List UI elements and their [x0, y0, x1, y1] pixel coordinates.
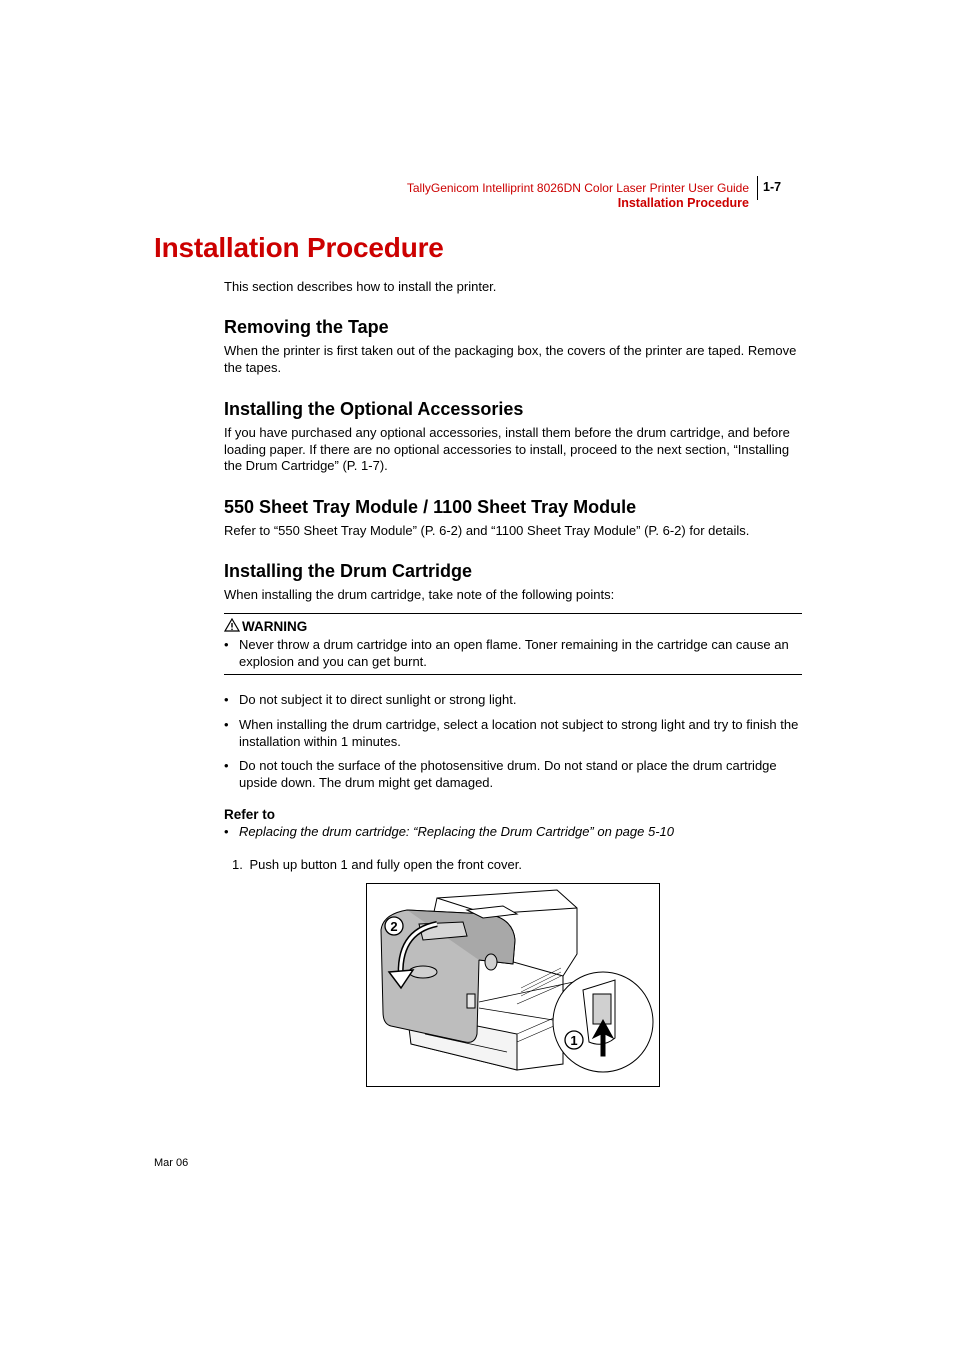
- footer-date: Mar 06: [154, 1157, 189, 1169]
- heading-drum-cartridge: Installing the Drum Cartridge: [224, 561, 473, 581]
- list-item: [224, 758, 804, 791]
- running-header-section: Installation Procedure: [617, 196, 749, 210]
- warning-label: [224, 618, 307, 635]
- printer-drawing: [367, 884, 659, 1086]
- intro-text: This section describes how to install the printer.: [224, 279, 497, 294]
- refer-to-link[interactable]: Replacing the drum cartridge: “Replacing the Drum Cartridge” on page 5-10: [239, 824, 674, 839]
- text-optional-accessories: If you have purchased any optional accessories, install them before the drum cartridge, and before loading paper. If there are no optional accessories to install, proceed to the next section, “Installing the Drum Cartridge” (P. 1-7).: [224, 425, 790, 473]
- bullet-symbol: •: [224, 637, 229, 652]
- step-1: [232, 857, 812, 874]
- callout-2: 2: [390, 919, 398, 934]
- bullet-symbol: •: [224, 692, 229, 707]
- header-divider: [757, 176, 758, 200]
- page-title: Installation Procedure: [154, 232, 444, 263]
- callout-1: 1: [570, 1033, 578, 1048]
- warning-triangle-icon: [224, 618, 240, 635]
- list-item: [224, 717, 804, 750]
- heading-removing-tape: Removing the Tape: [224, 317, 389, 337]
- printer-illustration: [366, 883, 660, 1087]
- heading-optional-accessories: Installing the Optional Accessories: [224, 399, 524, 419]
- refer-to-label: Refer to: [224, 807, 276, 822]
- text-removing-tape: When the printer is first taken out of the packaging box, the covers of the printer are taped. Remove the tapes.: [224, 343, 797, 375]
- warning-bullet-text: Never throw a drum cartridge into an open flame. Toner remaining in the cartridge can cause an explosion and you can get burnt.: [239, 637, 789, 669]
- warning-label-text: WARNING: [242, 619, 308, 634]
- warning-bottom-rule: [224, 674, 802, 675]
- list-item-text: Do not subject it to direct sunlight or strong light.: [239, 692, 517, 707]
- refer-to-item[interactable]: [224, 824, 804, 841]
- heading-tray-module: 550 Sheet Tray Module / 1100 Sheet Tray Module: [224, 497, 637, 517]
- bullet-symbol: •: [224, 824, 229, 839]
- running-header-title: TallyGenicom Intelliprint 8026DN Color Laser Printer User Guide: [406, 181, 749, 195]
- text-drum-cartridge: When installing the drum cartridge, take note of the following points:: [224, 587, 615, 602]
- step-text: Push up button 1 and fully open the front cover.: [249, 857, 522, 872]
- step-number: 1.: [232, 857, 243, 872]
- list-item-text: When installing the drum cartridge, select a location not subject to strong light and try to finish the installation within 1 minutes.: [239, 717, 799, 749]
- text-tray-module: Refer to “550 Sheet Tray Module” (P. 6-2) and “1100 Sheet Tray Module” (P. 6-2) for details.: [224, 523, 750, 538]
- page-number: 1-7: [763, 180, 782, 194]
- warning-bullet: [224, 637, 804, 670]
- bullet-symbol: •: [224, 717, 229, 732]
- bullet-symbol: •: [224, 758, 229, 773]
- list-item-text: Do not touch the surface of the photosensitive drum. Do not stand or place the drum cartridge upside down. The drum might get damaged.: [239, 758, 777, 790]
- warning-top-rule: [224, 613, 802, 614]
- list-item: [224, 692, 804, 709]
